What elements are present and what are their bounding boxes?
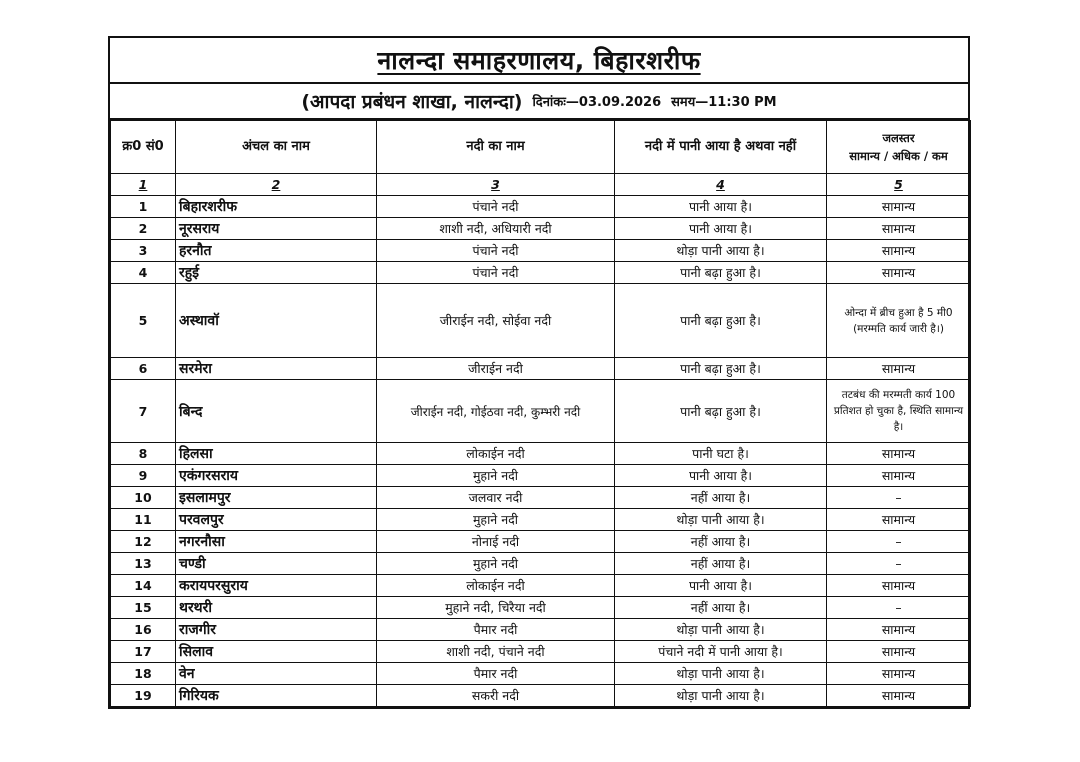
column-number: 1 [111, 174, 176, 196]
block-name-cell: एकंगरसराय [176, 465, 377, 487]
river-name-cell: नोनाई नदी [377, 531, 615, 553]
river-name-cell: पंचाने नदी [377, 196, 615, 218]
column-number-row [111, 174, 971, 196]
table-row [111, 509, 971, 531]
water-level-cell: सामान्य [827, 509, 971, 531]
table-row [111, 443, 971, 465]
water-status-cell: नहीं आया है। [615, 553, 827, 575]
table-row [111, 487, 971, 509]
river-name-cell: मुहाने नदी [377, 509, 615, 531]
river-name-cell: सकरी नदी [377, 685, 615, 707]
table-row [111, 284, 971, 358]
serial-number-cell: 1 [111, 196, 176, 218]
serial-number-cell: 19 [111, 685, 176, 707]
water-status-cell: पानी बढ़ा हुआ है। [615, 358, 827, 380]
water-level-cell: सामान्य [827, 196, 971, 218]
water-status-cell: नहीं आया है। [615, 531, 827, 553]
table-header-row [111, 121, 971, 174]
table-row [111, 597, 971, 619]
block-name-cell: नूरसराय [176, 218, 377, 240]
table-row [111, 531, 971, 553]
report-time: समय—11:30 PM [671, 95, 777, 110]
block-name-cell: नगरनौसा [176, 531, 377, 553]
water-status-cell: पानी आया है। [615, 575, 827, 597]
serial-number-cell: 16 [111, 619, 176, 641]
water-status-cell: नहीं आया है। [615, 487, 827, 509]
serial-number-cell: 2 [111, 218, 176, 240]
water-status-cell: पानी बढ़ा हुआ है। [615, 262, 827, 284]
river-name-cell: जलवार नदी [377, 487, 615, 509]
water-level-cell: – [827, 531, 971, 553]
col-header-level-line2: सामान्य / अधिक / कम [849, 149, 948, 163]
water-level-cell: सामान्य [827, 358, 971, 380]
report-date: दिनांकः—03.09.2026 [532, 95, 662, 110]
col-header-river: नदी का नाम [377, 121, 615, 174]
col-header-block: अंचल का नाम [176, 121, 377, 174]
block-name-cell: बिन्द [176, 380, 377, 443]
table-row [111, 619, 971, 641]
column-number: 5 [827, 174, 971, 196]
block-name-cell: परवलपुर [176, 509, 377, 531]
block-name-cell: थरथरी [176, 597, 377, 619]
water-status-cell: थोड़ा पानी आया है। [615, 509, 827, 531]
title-row [110, 38, 968, 84]
block-name-cell: गिरियक [176, 685, 377, 707]
water-status-cell: थोड़ा पानी आया है। [615, 663, 827, 685]
water-level-cell: सामान्य [827, 641, 971, 663]
serial-number-cell: 13 [111, 553, 176, 575]
serial-number-cell: 14 [111, 575, 176, 597]
page-title: नालन्दा समाहरणालय, बिहारशरीफ [377, 46, 701, 75]
water-level-cell: – [827, 553, 971, 575]
table-row [111, 240, 971, 262]
water-status-cell: नहीं आया है। [615, 597, 827, 619]
water-level-cell: सामान्य [827, 218, 971, 240]
block-name-cell: करायपरसुराय [176, 575, 377, 597]
serial-number-cell: 6 [111, 358, 176, 380]
block-name-cell: हिलसा [176, 443, 377, 465]
serial-number-cell: 7 [111, 380, 176, 443]
water-level-cell: सामान्य [827, 262, 971, 284]
water-level-cell: सामान्य [827, 685, 971, 707]
serial-number-cell: 9 [111, 465, 176, 487]
block-name-cell: रहुई [176, 262, 377, 284]
table-row [111, 663, 971, 685]
table-row [111, 358, 971, 380]
table-row [111, 685, 971, 707]
block-name-cell: बिहारशरीफ [176, 196, 377, 218]
col-header-sn: क्र0 सं0 [111, 121, 176, 174]
river-name-cell: शाशी नदी, पंचाने नदी [377, 641, 615, 663]
water-status-cell: पंचाने नदी में पानी आया है। [615, 641, 827, 663]
water-status-cell: पानी बढ़ा हुआ है। [615, 380, 827, 443]
col-header-level [827, 121, 971, 174]
water-status-cell: पानी बढ़ा हुआ है। [615, 284, 827, 358]
river-name-cell: मुहाने नदी [377, 465, 615, 487]
river-name-cell: पैमार नदी [377, 663, 615, 685]
river-name-cell: जीराईन नदी [377, 358, 615, 380]
block-name-cell: वेन [176, 663, 377, 685]
table-row [111, 218, 971, 240]
river-name-cell: पंचाने नदी [377, 262, 615, 284]
river-name-cell: जीराईन नदी, सोईवा नदी [377, 284, 615, 358]
river-name-cell: पंचाने नदी [377, 240, 615, 262]
serial-number-cell: 4 [111, 262, 176, 284]
water-status-cell: पानी घटा है। [615, 443, 827, 465]
water-status-cell: थोड़ा पानी आया है। [615, 240, 827, 262]
serial-number-cell: 3 [111, 240, 176, 262]
table-row [111, 465, 971, 487]
water-level-cell: – [827, 597, 971, 619]
serial-number-cell: 12 [111, 531, 176, 553]
col-header-level-line1: जलस्तर [882, 131, 915, 145]
water-level-cell: – [827, 487, 971, 509]
block-name-cell: सिलाव [176, 641, 377, 663]
river-name-cell: मुहाने नदी, चिरैया नदी [377, 597, 615, 619]
table-row [111, 380, 971, 443]
serial-number-cell: 18 [111, 663, 176, 685]
river-name-cell: जीराईन नदी, गोईठवा नदी, कुम्भरी नदी [377, 380, 615, 443]
water-level-cell: सामान्य [827, 663, 971, 685]
column-number: 4 [615, 174, 827, 196]
column-number: 2 [176, 174, 377, 196]
table-row [111, 641, 971, 663]
water-level-cell: तटबंध की मरम्मती कार्य 100 प्रतिशत हो चुका है, स्थिति सामान्य है। [827, 380, 971, 443]
water-status-cell: थोड़ा पानी आया है। [615, 619, 827, 641]
water-level-cell: सामान्य [827, 240, 971, 262]
water-level-cell: सामान्य [827, 619, 971, 641]
river-name-cell: लोकाईन नदी [377, 575, 615, 597]
block-name-cell: राजगीर [176, 619, 377, 641]
water-level-cell: सामान्य [827, 465, 971, 487]
water-level-cell: सामान्य [827, 443, 971, 465]
water-level-cell: सामान्य [827, 575, 971, 597]
table-row [111, 575, 971, 597]
water-status-cell: पानी आया है। [615, 196, 827, 218]
serial-number-cell: 8 [111, 443, 176, 465]
block-name-cell: अस्थावॉ [176, 284, 377, 358]
water-level-cell: ओन्दा में ब्रीच हुआ है 5 मी0 (मरम्मति कार्य जारी है।) [827, 284, 971, 358]
serial-number-cell: 17 [111, 641, 176, 663]
table-row [111, 553, 971, 575]
river-name-cell: मुहाने नदी [377, 553, 615, 575]
river-name-cell: पैमार नदी [377, 619, 615, 641]
serial-number-cell: 15 [111, 597, 176, 619]
water-status-cell: थोड़ा पानी आया है। [615, 685, 827, 707]
block-name-cell: हरनौत [176, 240, 377, 262]
block-name-cell: चण्डी [176, 553, 377, 575]
report-sheet [108, 36, 970, 709]
block-name-cell: इसलामपुर [176, 487, 377, 509]
subtitle-row [110, 84, 968, 120]
column-number: 3 [377, 174, 615, 196]
serial-number-cell: 10 [111, 487, 176, 509]
water-status-cell: पानी आया है। [615, 218, 827, 240]
river-name-cell: लोकाईन नदी [377, 443, 615, 465]
department-subtitle: (आपदा प्रबंधन शाखा, नालन्दा) [301, 91, 523, 113]
serial-number-cell: 5 [111, 284, 176, 358]
col-header-water: नदी में पानी आया है अथवा नहीं [615, 121, 827, 174]
water-status-cell: पानी आया है। [615, 465, 827, 487]
block-name-cell: सरमेरा [176, 358, 377, 380]
river-name-cell: शाशी नदी, अधियारी नदी [377, 218, 615, 240]
table-row [111, 262, 971, 284]
river-status-table [110, 120, 971, 707]
table-row [111, 196, 971, 218]
serial-number-cell: 11 [111, 509, 176, 531]
